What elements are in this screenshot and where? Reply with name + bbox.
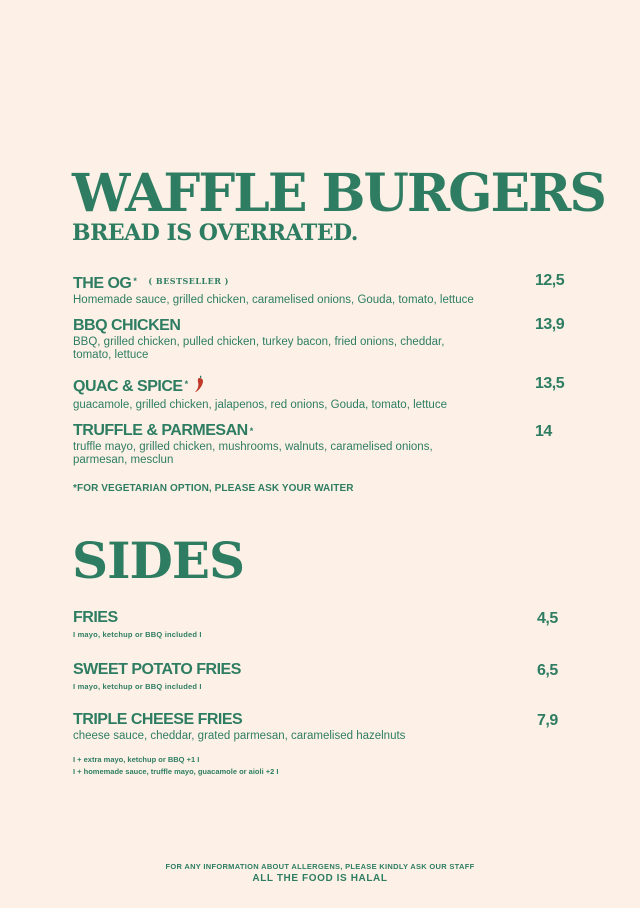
side-item-fries xyxy=(73,609,573,639)
item-price: 12,5 xyxy=(535,272,565,289)
bestseller-badge: ( BESTSELLER ) xyxy=(148,276,229,286)
item-price: 4,5 xyxy=(537,610,558,627)
vegetarian-marker: * xyxy=(133,276,137,286)
allergens-note: FOR ANY INFORMATION ABOUT ALLERGENS, PLEASE KINDLY ASK OUR STAFF xyxy=(165,862,475,871)
item-price: 13,5 xyxy=(535,375,565,392)
menu-item-bbq-chicken xyxy=(73,317,573,362)
item-description: cheese sauce, cheddar, grated parmesan, caramelised hazelnuts xyxy=(73,730,406,742)
item-name: TRIPLE CHEESE FRIES xyxy=(73,711,243,728)
item-price: 7,9 xyxy=(537,712,558,729)
vegetarian-marker: * xyxy=(249,426,253,436)
extras-line: I + homemade sauce, truffle mayo, guacamole or aioli +2 I xyxy=(73,767,279,776)
item-price: 13,9 xyxy=(535,316,565,333)
vegetarian-marker: * xyxy=(184,379,188,389)
page-title: WAFFLE BURGERS xyxy=(72,163,605,224)
page-subtitle: BREAD IS OVERRATED. xyxy=(72,220,358,246)
item-name: QUAC & SPICE xyxy=(73,378,183,395)
item-description: guacamole, grilled chicken, jalapenos, red onions, Gouda, tomato, lettuce xyxy=(73,399,447,411)
vegetarian-note: *FOR VEGETARIAN OPTION, PLEASE ASK YOUR WAITER xyxy=(73,483,354,494)
side-item-sweet-potato-fries xyxy=(73,661,573,691)
item-name-row xyxy=(73,422,573,440)
item-name: FRIES xyxy=(73,609,118,626)
item-note: I mayo, ketchup or BBQ included I xyxy=(73,630,202,639)
item-name-row xyxy=(73,375,573,398)
halal-note: ALL THE FOOD IS HALAL xyxy=(252,873,388,884)
item-note: I mayo, ketchup or BBQ included I xyxy=(73,682,202,691)
menu-item-truffle-parmesan xyxy=(73,422,573,467)
item-price: 6,5 xyxy=(537,662,558,679)
item-description: truffle mayo, grilled chicken, mushrooms, walnuts, caramelised onions, parmesan, mesclun xyxy=(73,441,433,466)
item-name: THE OG xyxy=(73,275,132,292)
side-item-triple-cheese-fries xyxy=(73,711,573,743)
extras-line: I + extra mayo, ketchup or BBQ +1 I xyxy=(73,755,200,764)
sides-extras xyxy=(73,754,279,778)
item-name: TRUFFLE & PARMESAN xyxy=(73,422,248,439)
sides-title: SIDES xyxy=(72,531,245,590)
item-name: SWEET POTATO FRIES xyxy=(73,661,241,678)
menu-item-the-og xyxy=(73,272,573,307)
item-name-row xyxy=(73,317,573,335)
menu-item-quac-spice xyxy=(73,375,573,412)
item-price: 14 xyxy=(535,423,552,440)
item-name: BBQ CHICKEN xyxy=(73,317,181,334)
item-description: Homemade sauce, grilled chicken, caramelised onions, Gouda, tomato, lettuce xyxy=(73,294,474,306)
chili-pepper-icon xyxy=(194,375,206,398)
item-description: BBQ, grilled chicken, pulled chicken, turkey bacon, fried onions, cheddar, tomato, lettuce xyxy=(73,336,445,361)
item-name-row xyxy=(73,272,573,293)
